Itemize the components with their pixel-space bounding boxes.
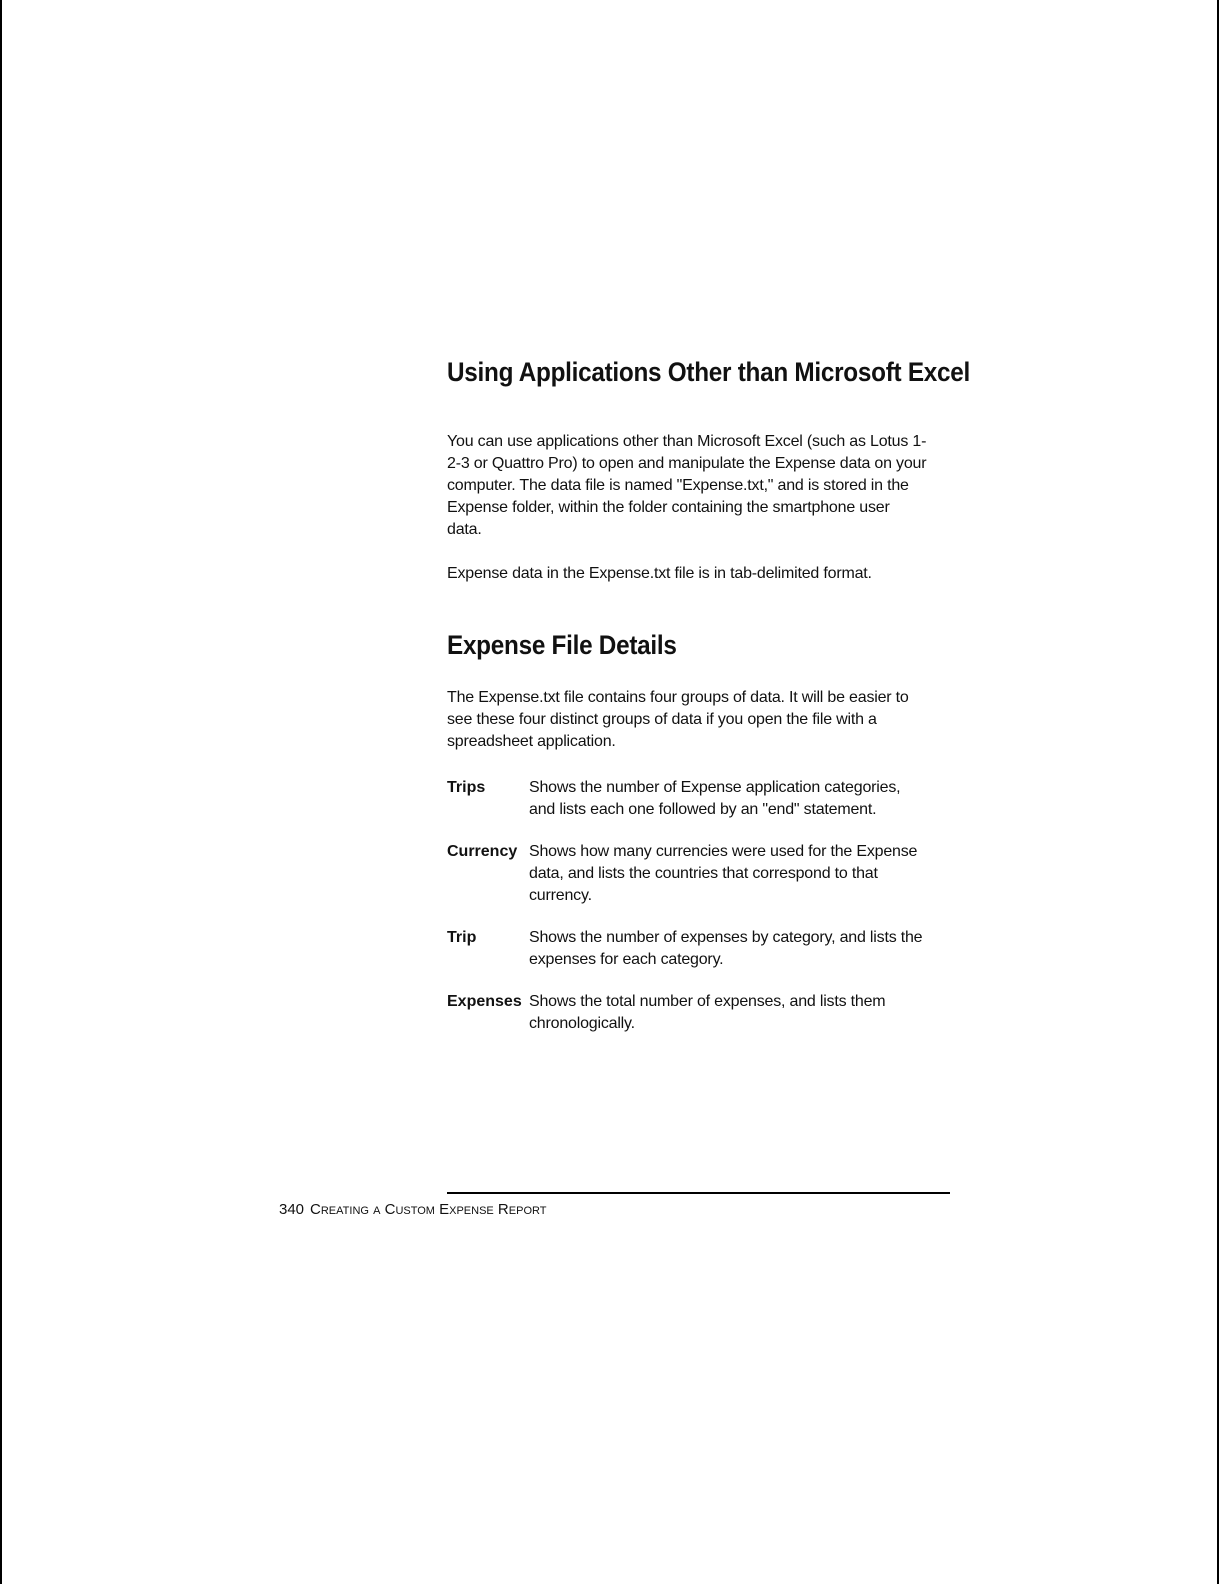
definition-item-expenses bbox=[447, 991, 927, 1035]
section-heading-other-applications: Using Applications Other than Microsoft Excel bbox=[447, 357, 970, 387]
definition-description: Shows the total number of expenses, and lists them chronologically. bbox=[529, 993, 886, 1032]
definition-description: Shows the number of expenses by category, and lists the expenses for each category. bbox=[529, 929, 923, 968]
paragraph-other-applications: You can use applications other than Microsoft Excel (such as Lotus 1-2-3 or Quattro Pro) to open and manipulate the Expense data on your computer. The data file is named "Expense.txt," and is stored in the Expense folder, within the folder containing the smartphone user data. bbox=[447, 433, 927, 538]
definition-item-trips bbox=[447, 777, 927, 821]
paragraph-file-details: The Expense.txt file contains four groups of data. It will be easier to see these four distinct groups of data if you open the file with a spreadsheet application. bbox=[447, 689, 909, 750]
definition-list bbox=[447, 777, 927, 1035]
definition-item-currency bbox=[447, 841, 927, 907]
definition-term: Trip bbox=[447, 929, 477, 946]
definition-description: Shows the number of Expense application categories, and lists each one followed by an "end" statement. bbox=[529, 779, 901, 818]
definition-item-trip bbox=[447, 927, 927, 971]
definition-term: Expenses bbox=[447, 993, 522, 1010]
definition-term: Currency bbox=[447, 843, 518, 860]
page-border-left bbox=[0, 0, 2, 1584]
chapter-title: Creating a Custom Expense Report bbox=[310, 1201, 547, 1218]
footer-rule bbox=[447, 1192, 950, 1194]
page-content bbox=[447, 355, 970, 1035]
page-number: 340 bbox=[279, 1201, 305, 1218]
section-heading-file-details: Expense File Details bbox=[447, 630, 677, 660]
definition-term: Trips bbox=[447, 779, 486, 796]
page-footer bbox=[279, 1200, 546, 1220]
paragraph-tab-delimited: Expense data in the Expense.txt file is in tab-delimited format. bbox=[447, 565, 872, 582]
definition-description: Shows how many currencies were used for the Expense data, and lists the countries that correspond to that currency. bbox=[529, 843, 918, 904]
page-border-right bbox=[1217, 0, 1219, 1584]
